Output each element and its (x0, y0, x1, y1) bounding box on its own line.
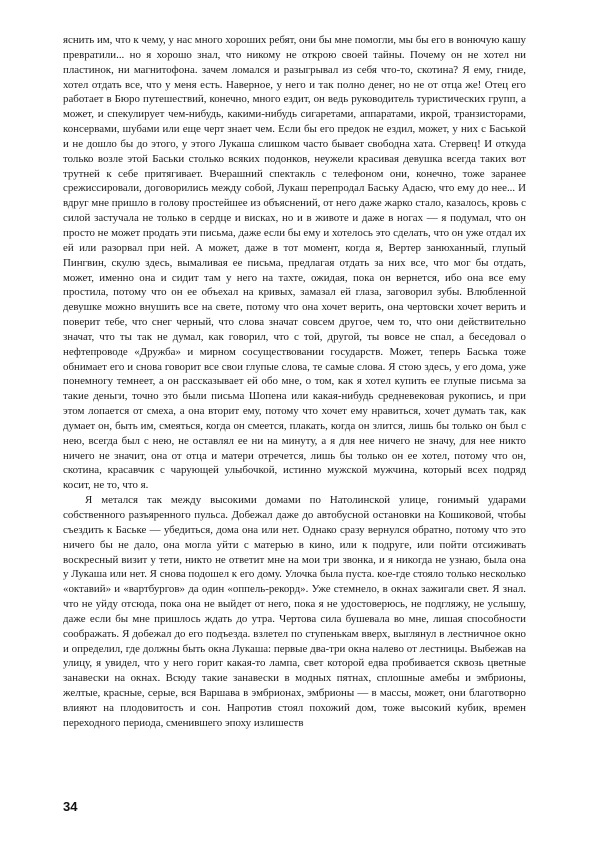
paragraph-1: яснить им, что к чему, у нас много хороших ребят, они бы мне помогли, мы бы его в вонючую кашу превратили... но я хорошо знал, что никому не открою своей тайны. Почему он не хотел ни пластинок, ни магнитофона. зачем ломался и разыгрывал из себя что-то, скотина? Я ему, гниде, хотел отдать все, что у меня есть. Наверное, у него и так полно денег, но не от отца же! Отец его работает в Бюро путешествий, конечно, много ездит, он ведь руководитель туристических групп, а может, и спекулирует чем-нибудь, какими-нибудь сигаретами, аппаратами, икрой, транзисторами, консервами, шубами или еще черт знает чем. Если бы его предок не ездил, может, у них с Баськой и не дошло бы до этого, у этого Лукаша слишком часто бывает свободна хата. Стервец! И откуда только возле этой Баськи столько всяких подонков, неужели красивая девушка всегда таких вот трутней к себе притягивает. Вчерашний спектакль с телефоном они, конечно, тоже заранее срежиссировали, договорились между собой, Лукаш перепродал Баську Адасю, что ему до нее... И вдруг мне пришло в голову простейшее из объяснений, от него даже жарко стало, казалось, кровь с силой застучала не только в сердце и висках, но и в животе и даже в ногах — я подумал, что он просто не может продать эти письма, даже если бы ему и хотелось это сделать, что он уже отдал их ей или разорвал при ней. А может, даже в тот момент, когда я, Вертер занюханный, глупый Пингвин, скулю здесь, вымаливая ее письма, предлагая отдать за них все, что мог бы отдать, может, именно она и сидит там у него на тахте, ожидая, пока он вернется, ибо она все ему простила, потому что он ее объехал на кривых, замазал ей глаза, заговорил зубы. Влюбленной девушке можно внушить все на свете, потому что она хочет верить, она чертовски хочет верить и поверит тебе, что снег черный, что слова значат совсем другое, чем то, что они действительно значат, что ты так не думал, как говорил, что с той, другой, ты вовсе не спал, а беседовал о нефтепроводе «Дружба» и мирном сосуществовании государств. Может, теперь Баська тоже обнимает его и снова говорит все свои глупые слова, те самые слова. Я стою здесь, у его дома, уже понемногу темнеет, а он рассказывает ей обо мне, о том, как я хотел купить ее глупые письма за такие деньги, точно это были письма Шопена или какая-нибудь средневековая рукопись, и при этом лопается от смеха, а она вторит ему, потому что хочет ему нравиться, хочет думать так, как думает он, быть им, смеяться, когда он смеется, плакать, когда он злится, лишь бы только он был с нею, всегда был с нею, не оставлял ее ни на минуту, а я для нее ничего не значу, для нее никто ничего не значит, она от отца и матери отречется, лишь бы только он ее хотел, потому что он, скотина, красавчик с чарующей улыбочкой, истинно мужской мужчина, который всех подряд косит, не то, что я. (63, 34, 526, 492)
paragraph-2: Я метался так между высокими домами по Натолинской улице, гонимый ударами собственного разъяренного пульса. Добежал даже до автобусной остановки на Кошиковой, чтобы съездить к Баське — убедиться, дома она или нет. Однако сразу вернулся обратно, потому что это ничего бы не дало, она могла уйти с матерью в кино, или к подруге, или пойти отсиживать воскресный визит у тети, никто не ответит мне на мои три звонка, и я никогда не узнаю, была она у Лукаша или нет. Я снова подошел к его дому. Улочка была пуста. кое-где стояло только несколько «октавий» и «вартбургов» да один «оппель-рекорд». Уже стемнело, в окнах зажигали свет. Я знал. что не уйду отсюда, пока она не выйдет от него, пока я не удостоверюсь, не подгляжу, не услышу, даже если бы мне пришлось ждать до утра. Чертова сила бушевала во мне, лишая способности соображать. Я добежал до его подъезда. взлетел по ступенькам вверх, выглянул в лестничное окно и определил, где должны быть окна Лукаша: первые два-три окна налево от лестницы. Выбежав на улицу, я увидел, что у него горит какая-то лампа, свет которой едва пробивается сквозь цветные занавески на окнах. Всюду такие занавески в модных пятнах, сплошные амебы и эмбрионы, желтые, красные, серые, вся Варшава в эмбрионах, эмбрионы — в массы, может, они благотворно влияют на плодовитость и сон. Напротив стоял похожий дом, тоже высокий кубик, времен переходного периода, сменившего эпоху излишеств (63, 494, 526, 729)
body-text (63, 33, 526, 731)
page-number: 34 (63, 799, 78, 814)
